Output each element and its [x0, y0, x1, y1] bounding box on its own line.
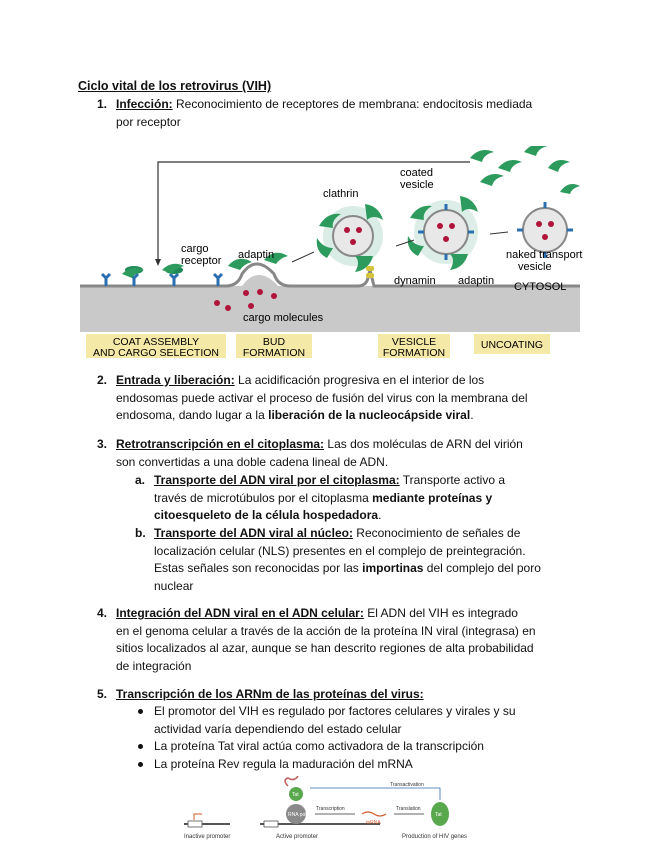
label-cargo: cargo [181, 243, 209, 255]
section-2-number: 2. [97, 373, 108, 387]
label-cytosol: CYTOSOL [514, 281, 567, 293]
membrane [80, 286, 580, 332]
label-coated: coated [400, 167, 434, 179]
label-active-promoter: Active promoter [276, 834, 319, 840]
label-vesicle: vesicle [400, 179, 434, 191]
label-clathrin: clathrin [323, 188, 359, 200]
section-3a-letter: a. [135, 473, 146, 487]
section-5-number: 5. [97, 687, 108, 701]
section-4-heading: Integración del ADN viral en el ADN celular: [116, 606, 364, 620]
svg-text:Tat: Tat [292, 792, 299, 798]
bullet [138, 744, 143, 749]
stage-1-b: AND CARGO SELECTION [92, 347, 220, 359]
label-cargo-molecules: cargo molecules [243, 312, 324, 324]
svg-text:mRNA: mRNA [366, 820, 381, 826]
bullet-item-1: El promotor del VIH es regulado por factores celulares y virales y su actividad varía dependiendo del estado celular [154, 704, 516, 736]
bullet-item-2: La proteína Tat viral actúa como activadora de la transcripción [154, 739, 484, 753]
label-inactive-promoter: Inactive promoter [184, 834, 231, 840]
coated-vesicle [317, 204, 383, 272]
section-3-heading: Retrotranscripción en el citoplasma: [116, 437, 325, 451]
section-3-number: 3. [97, 437, 108, 451]
section-1-number: 1. [97, 97, 108, 111]
section-4: Integración del ADN viral en el ADN celular: El ADN del VIH es integrado en el genoma celular a través de la acción de la proteína IN viral (integrasa) en sitios localizados al azar, aunque se han descrito regiones de alta probabilidad de integración [116, 606, 536, 673]
stage-1-a: COAT ASSEMBLY [112, 336, 200, 348]
endocytosis-figure [78, 146, 583, 360]
section-1-text-cont: por receptor [116, 114, 181, 129]
transcription-figure [180, 776, 510, 844]
label-receptor: receptor [181, 255, 222, 267]
label-production: Production of HIV genes [402, 834, 468, 840]
label-adaptin: adaptin [238, 249, 275, 261]
stage-3-b: FORMATION [382, 347, 446, 359]
section-3a-heading: Transporte del ADN viral por el citoplasma: [154, 473, 400, 487]
stage-4: UNCOATING [480, 339, 544, 351]
section-3b-heading: Transporte del ADN viral al núcleo: [154, 526, 353, 540]
section-2: Entrada y liberación: La acidificación progresiva en el interior de los endosomas puede activar el proceso de fusión del virus con la membrana del endosoma, dando lugar a la liberación de la nucleocápside viral. [116, 373, 528, 422]
receptor-group [102, 266, 222, 286]
section-3: Retrotranscripción en el citoplasma: Las dos moléculas de ARN del virión son convertidas a una doble cadena lineal de ADN. [116, 437, 523, 469]
section-5-heading: Transcripción de los ARNm de las proteínas del virus: [116, 687, 424, 701]
svg-text:Transcription: Transcription [316, 806, 345, 812]
section-3a: Transporte del ADN viral por el citoplasma: Transporte activo a través de microtúbulos por el citoplasma mediante proteínas y citoesqueleto de la célula hospedadora. [154, 473, 506, 522]
section-1 [116, 96, 596, 131]
page-title: Ciclo vital de los retrovirus (VIH) [78, 79, 272, 93]
bullet [138, 762, 143, 767]
stage-2-a: BUD [262, 336, 286, 348]
stage-2-b: FORMATION [242, 347, 306, 359]
svg-text:Transactivation: Transactivation [390, 782, 424, 788]
section-1-text: Reconocimiento de receptores de membrana: endocitosis mediada [176, 97, 533, 111]
label-adaptin-2: adaptin [458, 275, 495, 287]
section-3b-letter: b. [135, 526, 146, 540]
section-2-heading: Entrada y liberación: [116, 373, 235, 387]
section-1-heading: Infección: [116, 97, 173, 111]
label-naked-transport: naked transport [506, 249, 583, 261]
free-coated-vesicle [408, 196, 478, 270]
section-3b: Transporte del ADN viral al núcleo: Reconocimiento de señales de localización celular (NLS) presentes en el complejo de preintegración. Estas señales son reconocidas por las importinas del complejo del poro nuclear [154, 526, 541, 593]
section-4-number: 4. [97, 606, 108, 620]
svg-text:RNA pol: RNA pol [288, 812, 307, 818]
bullet [138, 709, 143, 714]
svg-text:Translation: Translation [396, 806, 421, 812]
svg-text:Tat: Tat [435, 812, 442, 818]
label-dynamin: dynamin [394, 275, 436, 287]
bullet-item-3: La proteína Rev regula la maduración del mRNA [154, 757, 413, 771]
stage-3-a: VESICLE [391, 336, 437, 348]
label-vesicle-2: vesicle [518, 261, 552, 273]
released-clathrin [470, 146, 580, 194]
